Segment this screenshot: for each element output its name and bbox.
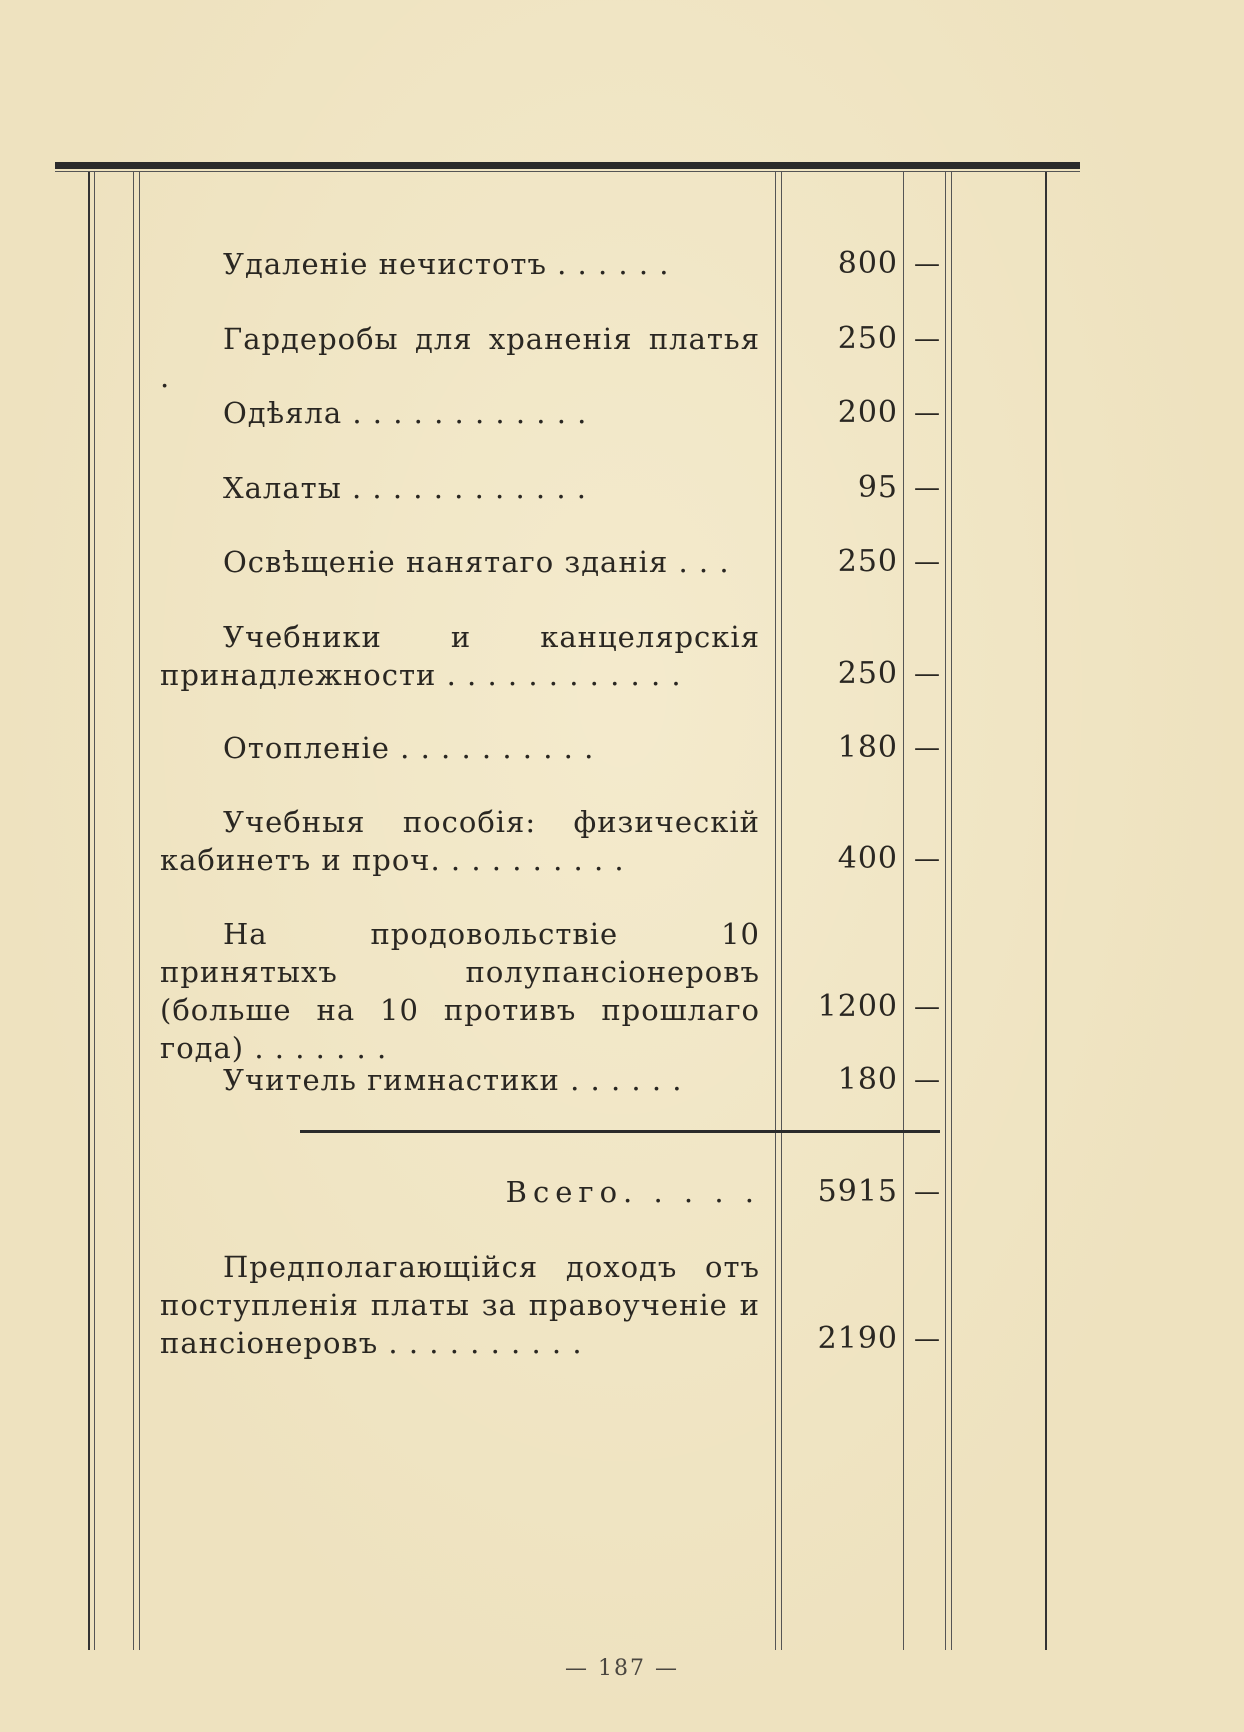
row-description: Гардеробы для храненія платья . xyxy=(160,322,760,394)
table-row xyxy=(160,320,760,396)
table-row xyxy=(160,729,760,767)
amount-column-left-line xyxy=(775,172,776,1650)
row-kopecks: — xyxy=(914,992,940,1022)
row-kopecks: — xyxy=(914,249,940,279)
table-row xyxy=(160,618,760,694)
row-kopecks: — xyxy=(914,844,940,874)
row-kopecks: — xyxy=(914,473,940,503)
left-border-line-inner xyxy=(94,172,95,1650)
table-row xyxy=(160,1061,760,1099)
row-description: Отопленіе . . . . . . . . . . xyxy=(223,731,595,765)
row-description: Халаты . . . . . . . . . . . . xyxy=(223,471,588,505)
row-kopecks: — xyxy=(914,398,940,428)
total-rule xyxy=(300,1130,940,1133)
row-kopecks: — xyxy=(914,547,940,577)
row-amount: 400 xyxy=(837,841,898,876)
row-description: Удаленіе нечистотъ . . . . . . xyxy=(223,247,670,281)
row-description: Учитель гимнастики . . . . . . xyxy=(223,1063,683,1097)
row-description: На продовольствіе 10 принятыхъ полупансіонеровъ (больше на 10 противъ прошлаго года) . . . . . . . xyxy=(160,917,760,1065)
row-description: Учебники и канцелярскія принадлежности . . . . . . . . . . . . xyxy=(160,620,760,692)
description-column-line-inner xyxy=(139,172,140,1650)
income-row xyxy=(160,1248,760,1362)
kopecks-column-left-line xyxy=(903,172,904,1650)
row-description: Освѣщеніе нанятаго зданія . . . xyxy=(223,545,730,579)
table-row xyxy=(160,469,760,507)
row-amount: 180 xyxy=(837,730,898,765)
total-kopecks: — xyxy=(914,1177,940,1207)
table-row xyxy=(160,394,760,432)
row-amount: 250 xyxy=(837,544,898,579)
row-description: Одѣяла . . . . . . . . . . . . xyxy=(223,396,588,430)
table-row xyxy=(160,915,760,1067)
row-kopecks: — xyxy=(914,733,940,763)
table-row xyxy=(160,803,760,879)
row-amount: 200 xyxy=(837,395,898,430)
table-row xyxy=(160,543,760,581)
kopecks-column-right-line xyxy=(945,172,946,1650)
row-amount: 250 xyxy=(837,321,898,356)
kopecks-column-right-line-inner xyxy=(951,172,952,1650)
left-border-line xyxy=(88,172,90,1650)
top-thin-rule xyxy=(55,171,1080,172)
row-amount: 800 xyxy=(837,246,898,281)
total-label: Всего. . . . . xyxy=(505,1175,760,1209)
income-description: Предполагающійся доходъ отъ поступленія платы за правоученіе и пансіонеровъ . . . . . . . . . . xyxy=(160,1250,760,1360)
row-amount: 1200 xyxy=(817,989,898,1024)
row-amount: 95 xyxy=(857,470,898,505)
right-border-line xyxy=(1045,172,1047,1650)
income-amount: 2190 xyxy=(817,1321,898,1356)
row-kopecks: — xyxy=(914,324,940,354)
top-heavy-rule xyxy=(55,162,1080,169)
description-column-line xyxy=(133,172,134,1650)
row-kopecks: — xyxy=(914,659,940,689)
row-description: Учебныя пособія: физическій кабинетъ и проч. . . . . . . . . . xyxy=(160,805,760,877)
row-kopecks: — xyxy=(914,1065,940,1095)
total-amount: 5915 xyxy=(817,1174,898,1209)
page-number: — 187 — xyxy=(565,1656,679,1681)
table-row xyxy=(160,245,760,283)
row-amount: 180 xyxy=(837,1062,898,1097)
income-kopecks: — xyxy=(914,1324,940,1354)
row-amount: 250 xyxy=(837,656,898,691)
